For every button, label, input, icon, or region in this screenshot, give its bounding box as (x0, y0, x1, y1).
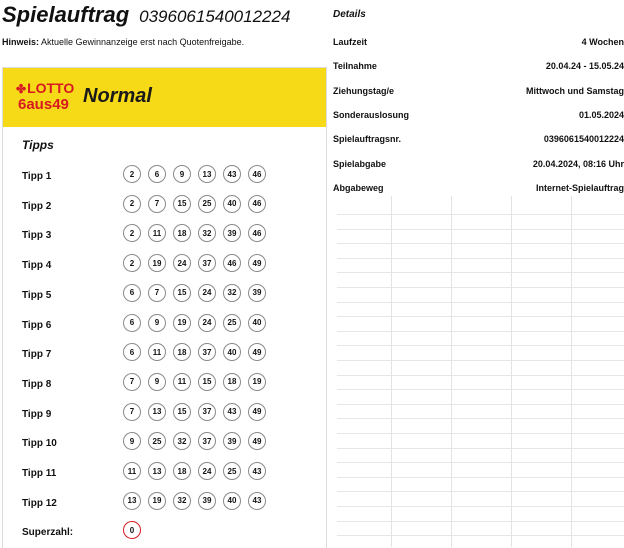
tipp-numbers (123, 403, 266, 421)
lotto-number-ball: 2 (123, 195, 141, 213)
tipp-row (3, 254, 323, 278)
lotto-number-ball: 43 (223, 403, 241, 421)
grid-row-line (337, 535, 624, 536)
grid-row-line (337, 404, 624, 405)
lotto-number-ball: 32 (223, 284, 241, 302)
tipp-row (3, 492, 323, 516)
lotto-number-ball: 15 (198, 373, 216, 391)
tipp-numbers (123, 314, 266, 332)
details-key: Teilnahme (333, 61, 377, 72)
empty-grid (337, 196, 624, 547)
lotto-number-ball: 49 (248, 343, 266, 361)
tipp-numbers (123, 254, 266, 272)
lotto-number-ball: 32 (198, 224, 216, 242)
tipp-numbers (123, 343, 266, 361)
lotto-number-ball: 15 (173, 195, 191, 213)
details-key: Abgabeweg (333, 182, 384, 193)
tipp-row (3, 343, 323, 367)
lotto-number-ball: 46 (248, 195, 266, 213)
lotto-number-ball: 24 (198, 284, 216, 302)
tipp-label: Tipp 6 (22, 319, 52, 331)
lotto-number-ball: 6 (123, 284, 141, 302)
lotto-logo (16, 80, 76, 116)
lotto-number-ball: 37 (198, 403, 216, 421)
details-key: Ziehungstag/e (333, 85, 395, 96)
hint-body: Aktuelle Gewinnanzeige erst nach Quotenfreigabe. (39, 37, 245, 47)
tipp-label: Tipp 12 (22, 497, 57, 509)
details-value: 4 Wochen (581, 37, 624, 47)
clover-icon: ✤ (16, 82, 27, 96)
grid-row-line (337, 214, 624, 215)
lotto-number-ball: 9 (123, 432, 141, 450)
tipp-numbers (123, 492, 266, 510)
details-row (333, 61, 624, 77)
lotto-number-ball: 18 (173, 462, 191, 480)
grid-row-line (337, 360, 624, 361)
lotto-number-ball: 19 (148, 254, 166, 272)
lotto-number-ball: 2 (123, 165, 141, 183)
grid-row-line (337, 345, 624, 346)
grid-row-line (337, 287, 624, 288)
superzahl-row (3, 521, 323, 545)
grid-column-line (571, 196, 572, 547)
details-key: Spielauftragsnr. (333, 134, 402, 145)
lotto-number-ball: 9 (148, 373, 166, 391)
tipp-label: Tipp 8 (22, 378, 52, 390)
game-banner (3, 68, 326, 127)
details-row (333, 159, 624, 175)
details-heading: Details (333, 9, 366, 20)
lotto-number-ball: 46 (248, 224, 266, 242)
lotto-number-ball: 13 (148, 462, 166, 480)
lotto-number-ball: 2 (123, 224, 141, 242)
grid-column-line (391, 196, 392, 547)
details-value: 0396061540012224 (543, 134, 624, 145)
details-key: Laufzeit (333, 37, 368, 47)
tipp-label: Tipp 9 (22, 408, 52, 420)
lotto-number-ball: 37 (198, 432, 216, 450)
lotto-number-ball: 39 (223, 224, 241, 242)
grid-row-line (337, 331, 624, 332)
grid-row-line (337, 477, 624, 478)
lotto-number-ball: 13 (123, 492, 141, 510)
tipp-label: Tipp 7 (22, 349, 52, 361)
tipp-row (3, 462, 323, 486)
tipp-label: Tipp 11 (22, 468, 57, 479)
lotto-number-ball: 46 (223, 254, 241, 272)
lotto-number-ball: 49 (248, 254, 266, 272)
logo-bottom-text: 6aus49 (18, 96, 69, 113)
tipp-row (3, 432, 323, 456)
superzahl-label: Superzahl: (22, 527, 74, 539)
lotto-number-ball: 9 (148, 314, 166, 332)
superzahl-ball: 0 (123, 521, 141, 539)
lotto-number-ball: 24 (173, 254, 191, 272)
tipp-label: Tipp 1 (22, 171, 52, 182)
details-key: Sonderauslosung (333, 109, 410, 120)
lotto-number-ball: 25 (148, 432, 166, 450)
lotto-number-ball: 37 (198, 254, 216, 272)
hint-text (2, 37, 244, 47)
lotto-number-ball: 11 (173, 373, 191, 391)
lotto-number-ball: 49 (248, 403, 266, 421)
lotto-number-ball: 32 (173, 492, 191, 510)
grid-row-line (337, 506, 624, 507)
lotto-number-ball: 6 (123, 314, 141, 332)
grid-row-line (337, 433, 624, 434)
tipp-label: Tipp 4 (22, 260, 52, 272)
grid-column-line (451, 196, 452, 547)
page-title (2, 2, 290, 28)
tipp-row (3, 284, 323, 308)
lotto-number-ball: 7 (123, 403, 141, 421)
lotto-number-ball: 13 (198, 165, 216, 183)
hint-label: Hinweis: (2, 37, 40, 47)
tipp-label: Tipp 5 (22, 289, 52, 301)
tipp-row (3, 373, 323, 397)
lotto-number-ball: 39 (248, 284, 266, 302)
lotto-number-ball: 18 (223, 373, 241, 391)
grid-row-line (337, 316, 624, 317)
lotto-number-ball: 19 (173, 314, 191, 332)
lotto-number-ball: 2 (123, 254, 141, 272)
details-value: 01.05.2024 (578, 109, 624, 120)
lotto-number-ball: 6 (123, 343, 141, 361)
details-row (333, 110, 624, 126)
tipp-numbers (123, 284, 266, 302)
tipp-label: Tipp 10 (22, 438, 57, 450)
lotto-number-ball: 43 (223, 165, 241, 183)
lotto-number-ball: 32 (173, 432, 191, 450)
lotto-number-ball: 7 (148, 195, 166, 213)
lotto-number-ball: 6 (148, 165, 166, 183)
details-value: Mittwoch und Samstag (525, 85, 624, 96)
lotto-number-ball: 25 (198, 195, 216, 213)
details-row (333, 86, 624, 102)
lotto-number-ball: 37 (198, 343, 216, 361)
details-value: 20.04.24 - 15.05.24 (545, 61, 624, 72)
lotto-number-ball: 25 (223, 314, 241, 332)
grid-row-line (337, 389, 624, 390)
lotto-number-ball: 18 (173, 343, 191, 361)
lotto-number-ball: 24 (198, 462, 216, 480)
lotto-number-ball: 13 (148, 403, 166, 421)
lotto-number-ball: 25 (223, 462, 241, 480)
grid-row-line (337, 491, 624, 492)
lotto-number-ball: 43 (248, 492, 266, 510)
tipp-numbers (123, 195, 266, 213)
lotto-number-ball: 40 (223, 492, 241, 510)
tipp-label: Tipp 3 (22, 230, 52, 242)
tipp-numbers (123, 373, 266, 391)
lotto-number-ball: 40 (223, 195, 241, 213)
details-row (333, 37, 624, 53)
lotto-number-ball: 40 (223, 343, 241, 361)
title-label: Spielauftrag (2, 2, 130, 27)
tipp-row (3, 314, 323, 338)
lotto-number-ball: 39 (198, 492, 216, 510)
lotto-number-ball: 9 (173, 165, 191, 183)
lotto-number-ball: 11 (148, 343, 166, 361)
tipp-numbers (123, 165, 266, 183)
tipp-row (3, 403, 323, 427)
lotto-number-ball: 11 (123, 462, 141, 480)
lotto-ticket-card (2, 67, 327, 548)
lotto-number-ball: 49 (248, 432, 266, 450)
lotto-number-ball: 11 (148, 224, 166, 242)
lotto-number-ball: 43 (248, 462, 266, 480)
grid-row-line (337, 243, 624, 244)
lotto-number-ball: 7 (148, 284, 166, 302)
details-value: Internet-Spielauftrag (535, 182, 624, 193)
details-value: 20.04.2024, 08:16 Uhr (532, 158, 624, 169)
logo-top-text: LOTTO (27, 80, 75, 96)
grid-row-line (337, 448, 624, 449)
tipp-numbers (123, 224, 266, 242)
tipp-row (3, 195, 323, 219)
details-row (333, 134, 624, 150)
game-variant: Normal (83, 85, 152, 107)
lotto-number-ball: 24 (198, 314, 216, 332)
tipps-heading: Tipps (22, 138, 54, 152)
order-number: 0396061540012224 (139, 7, 291, 26)
tipp-row (3, 224, 323, 248)
grid-row-line (337, 375, 624, 376)
lotto-number-ball: 40 (248, 314, 266, 332)
lotto-number-ball: 18 (173, 224, 191, 242)
tipp-label: Tipp 2 (22, 200, 52, 212)
grid-row-line (337, 462, 624, 463)
grid-row-line (337, 229, 624, 230)
grid-row-line (337, 302, 624, 303)
lotto-number-ball: 39 (223, 432, 241, 450)
lotto-number-ball: 7 (123, 373, 141, 391)
tipp-numbers (123, 432, 266, 450)
lotto-number-ball: 46 (248, 165, 266, 183)
tipp-numbers (123, 462, 266, 480)
grid-row-line (337, 272, 624, 273)
grid-row-line (337, 521, 624, 522)
lotto-number-ball: 19 (248, 373, 266, 391)
lotto-number-ball: 19 (148, 492, 166, 510)
grid-row-line (337, 418, 624, 419)
grid-column-line (511, 196, 512, 547)
grid-row-line (337, 258, 624, 259)
tipp-row (3, 165, 323, 189)
lotto-number-ball: 15 (173, 403, 191, 421)
details-key: Spielabgabe (333, 158, 387, 169)
lotto-number-ball: 15 (173, 284, 191, 302)
